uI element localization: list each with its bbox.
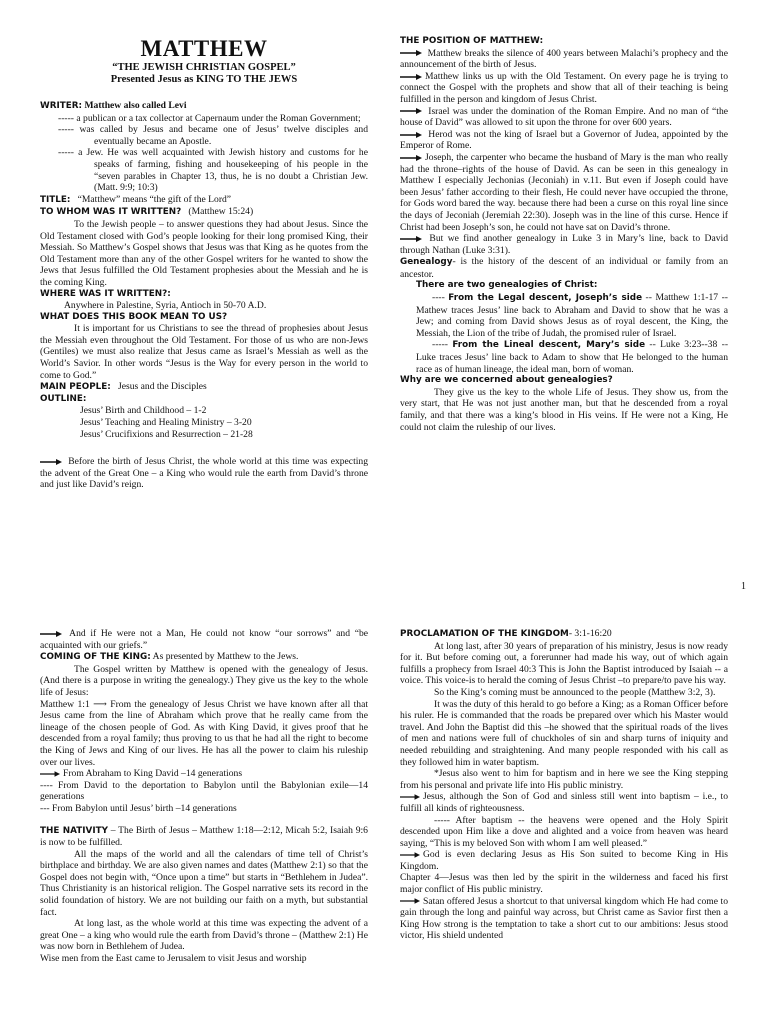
writer-label: WRITER: xyxy=(40,101,83,111)
proclamation-paragraph: God is even declaring Jesus as His Son suited to become King in His Kingdom. xyxy=(400,849,728,872)
why-paragraph: They give us the key to the whole Life of Jesus. They show us, from the very start, that He was not just another man, but that he descended from a royal family, and that there was a king’s blood in His veins. If He were not a King, He could not claim the ruleship of our lives. xyxy=(400,386,728,433)
nativity-paragraph: At long last, as the whole world at this time was expecting the advent of a great One – a king who would rule the earth from David’s throne – (Matthew 2:1) He was now born in Bethlehem of Judea. xyxy=(40,918,368,953)
proclamation-paragraph: At long last, after 30 years of preparation of his ministry, Jesus is now ready for it. But before coming out, a forerunner had made his way, out of which again fulfills a prophecy from Israel 40:3 This is John the Baptist introduced by Isaiah -- a voice. This voice-is to herald the coming of Jesus Christ –to prepare/to pave his way. xyxy=(400,640,728,687)
proclamation-paragraph: Satan offered Jesus a shortcut to that universal kingdom which He had come to gain through the long and painful way across, but Christ came as Savior first then a King How strong is the temptation to take a short cut to our ambitions: Jesus stood victor, His shield undented xyxy=(400,895,728,942)
writer-item: ----- was called by Jesus and became one of Jesus’ twelve disciples and eventually became an Apostle. xyxy=(58,124,368,147)
closing-paragraph: Before the birth of Jesus Christ, the whole world at this time was expecting the advent of the Great One – a King who would rule the earth from David’s throne and just like David’s reign. xyxy=(40,456,368,491)
two-genealogies-label: There are two genealogies of Christ: xyxy=(416,280,598,291)
why-label: Why are we concerned about genealogies? xyxy=(400,375,613,386)
column-3 xyxy=(40,628,368,965)
writer-line xyxy=(40,100,368,113)
legal-descent-label: From the Legal descent, Joseph’s side xyxy=(448,293,643,304)
arrow-icon xyxy=(400,129,422,141)
column-2 xyxy=(400,36,728,433)
generation-line: ---- From David to the deportation to Babylon until the Babylonian exile—14 generations xyxy=(40,779,368,803)
genealogy-definition: Genealogy- is the history of the descent of an individual or family from an ancestor. xyxy=(400,256,728,280)
matthew-1-1-paragraph: Matthew 1:1 ⟶ From the genealogy of Jesus Christ we have known after all that Jesus came from the line of Abraham which prove that he really came from the lineage of the chosen people of God. As with King David, it gives proof that he descended from a royal family; thus proving to us that he had all the right to become the King of Jews and King of our lives. He has all the power to claim his ruleship over our lives. xyxy=(40,698,368,768)
generation-line: --- From Babylon until Jesus’ birth –14 generations xyxy=(40,802,237,814)
coming-paragraph: The Gospel written by Matthew is opened with the genealogy of Jesus. (And there is a purpose in writing the genealogy.) They give us the key to the whole life of Jesus: xyxy=(40,663,368,698)
proclamation-paragraph: *Jesus also went to him for baptism and in here we see the King stepping from his personal and private life into His public ministry. xyxy=(400,768,728,791)
arrow-icon xyxy=(40,768,60,780)
position-label: THE POSITION OF MATTHEW: xyxy=(400,36,544,46)
position-paragraph: But we find another genealogy in Luke 3 in Mary’s line, back to David through Nathan (Luke 3:31). xyxy=(400,233,728,256)
proclamation-paragraph: Jesus, although the Son of God and sinless still went into baptism – i.e., to fulfill all kinds of righteousness. xyxy=(400,791,728,814)
wise-men-paragraph: Wise men from the East came to Jerusalem to visit Jesus and worship xyxy=(40,953,307,965)
outline-label: OUTLINE: xyxy=(40,393,87,404)
proclamation-paragraph: Chapter 4—Jesus was then led by the spirit in the wilderness and faced his first major conflict of His public ministry. xyxy=(400,872,728,896)
title-label: TITLE: xyxy=(40,194,71,205)
where-label: WHERE WAS IT WRITTEN?: xyxy=(40,288,171,299)
people-label: MAIN PEOPLE: xyxy=(40,382,111,393)
position-paragraph: Matthew links us up with the Old Testament. On every page he is trying to connect the Gospel with the prophets and show that all of their teaching is being fulfilled in the person and kingdom of Jesus Christ. xyxy=(400,70,728,105)
writer-item: ----- a Jew. He was well acquainted with Jewish history and customs for he speaks of farming, fishing and housekeeping of his people in the “seven parables in Chapter 13, thus, he is no doubt a Christian Jew. (Matt. 9:9; 10:3) xyxy=(58,147,368,194)
proclamation-label: PROCLAMATION OF THE KINGDOM xyxy=(400,629,569,639)
coming-label: COMING OF THE KING: xyxy=(40,652,151,663)
coming-line: COMING OF THE KING: As presented by Matthew to the Jews. xyxy=(40,651,299,663)
outline-item: Jesus’ Teaching and Healing Ministry – 3-20 xyxy=(80,417,252,429)
nativity-label: THE NATIVITY xyxy=(40,825,109,836)
nativity-line: THE NATIVITY – The Birth of Jesus – Matthew 1:18—2:12, Micah 5:2, Isaiah 9:6 is now to be fulfilled. xyxy=(40,824,368,849)
to-whom-paragraph: To the Jewish people – to answer questions they had about Jesus. Since the Old Testament closed with God’s people looking for their long promised King, their Messiah. So Matthew’s Gospel shows that Jesus was that King as he quotes from the Old Testament more than any of the other Gospel writers for he wanted to show the Jews that Jesus fulfilled the Old Testament prophesies about the Messiah and he is the coming King. xyxy=(40,218,368,288)
column-1 xyxy=(40,36,368,491)
writer-text: Matthew also called Levi xyxy=(84,100,187,111)
arrow-icon xyxy=(400,48,422,60)
subtitle-2: Presented Jesus as KING TO THE JEWS xyxy=(110,74,298,85)
open-paragraph: And if He were not a Man, He could not know “our sorrows” and “be acquainted with our griefs.” xyxy=(40,628,369,651)
arrow-icon xyxy=(400,896,420,908)
to-whom-label: TO WHOM WAS IT WRITTEN? xyxy=(40,207,182,218)
arrow-icon xyxy=(400,849,420,861)
proclamation-paragraph: ----- After baptism -- the heavens were opened and the Holy Spirit descended upon Him like a dove and alighted and a voice from heaven was heard saying, “This is my beloved Son with whom I am well pleased.” xyxy=(400,814,728,849)
arrow-icon xyxy=(400,152,422,164)
arrow-icon xyxy=(400,791,420,803)
title-line xyxy=(40,194,368,207)
position-paragraph: Matthew breaks the silence of 400 years between Malachi’s prophecy and the announcement of the birth of Jesus. xyxy=(400,47,728,71)
lineal-descent-label: From the Lineal descent, Mary’s side xyxy=(452,340,646,351)
subtitle-1: “THE JEWISH CHRISTIAN GOSPEL” xyxy=(112,62,296,73)
lineal-descent: ----- From the Lineal descent, Mary’s side -- Luke 3:23--38 -- Luke traces Jesus’ line back to Adam to show that He belonged to the human race as of human lineage, the ideal man, born of woman. xyxy=(416,339,729,375)
title-text: “Matthew” means “the gift of the Lord” xyxy=(77,193,232,205)
column-4 xyxy=(400,628,728,942)
arrow-icon xyxy=(400,71,422,83)
position-paragraph: Herod was not the king of Israel but a Governor of Judea, appointed by the Emperor of Rome. xyxy=(400,128,728,152)
legal-descent: ---- From the Legal descent, Joseph’s side -- Matthew 1:1-17 -- Mathew traces Jesus’ line back to Abraham and David to show that he was a Jew; and coming from David shows Jesus as of royal descent, the King, the Messiah, the Lion of the tribe of Judah, the promised ruler of Israel. xyxy=(416,292,728,339)
to-whom-ref: (Matthew 15:24) xyxy=(188,206,254,218)
proclamation-paragraph: It was the duty of this herald to go before a King; as a Roman Officer before his ruler. He is commanded that the roads be prepared over which his Master would travel. And John the Baptist did this –he showed that the spiritual roads of the lives of men and nations were full of chuckholes of sin and sharp turns of iniquity and needed rebuilding and straightening. And many people responded with his call as they followed him in water baptism. xyxy=(400,698,728,768)
outline-item: Jesus’ Birth and Childhood – 1-2 xyxy=(80,405,207,417)
arrow-icon xyxy=(400,233,422,245)
page-title: MATTHEW xyxy=(140,36,268,61)
to-whom-line xyxy=(40,206,368,219)
people-line xyxy=(40,381,368,394)
nativity-paragraph: All the maps of the world and all the calendars of time tell of Christ’s birthplace and birthday. We are also given names and dates (Matthew 2:1) so that the Gospel does not begin with, “Once upon a time” but starts in “Bethlehem in Judea”. Thus Christianity is an historical religion. The Gospel narrative sets its record in the solid foundation of history. We are not building our faith on a myth, but substantial fact. xyxy=(40,848,368,918)
arrow-icon xyxy=(40,456,62,468)
genealogy-label: Genealogy xyxy=(400,257,453,268)
meaning-label: WHAT DOES THIS BOOK MEAN TO US? xyxy=(40,311,228,322)
generation-line: From Abraham to King David –14 generations xyxy=(40,768,368,780)
arrow-icon xyxy=(400,106,422,118)
page-number: 1 xyxy=(741,581,746,592)
people-text: Jesus and the Disciples xyxy=(117,381,207,393)
proclamation-paragraph: So the King’s coming must be announced to the people (Matthew 3:2, 3). xyxy=(434,686,716,698)
position-paragraph: Joseph, the carpenter who became the husband of Mary is the man who really had the throne–rights of the house of David. As can be seen in this genealogy in Matthew I especially Jechonias (Jeconiah) in v.11. But even if Joseph could have been Jesus’ father according to their flesh, He could never have occupied the throne, for Gods word bared the way. because there had been a curse on this royal line since the days of Jeconiah (Jeremiah 22:30). Joseph was in the line of this curse. Hence if Christ had been Joseph’s son, he could not have sat on David’s throne. xyxy=(400,151,728,233)
where-text: Anywhere in Palestine, Syria, Antioch in 50-70 A.D. xyxy=(64,300,267,312)
proclamation-line: PROCLAMATION OF THE KINGDOM- 3:1-16:20 xyxy=(400,628,612,639)
outline-item: Jesus’ Crucifixions and Resurrection – 21-28 xyxy=(80,428,253,440)
meaning-paragraph: It is important for us Christians to see the thread of prophesies about Jesus the Messiah even throughout the Old Testament. For those of us who are non-Jews (Gentiles) we must also realize that Jesus came as Israel’s Messiah as well as the World’s Savior. In other words “Jesus is the Way for every person in the world to come to God.” xyxy=(40,323,368,381)
writer-item: ----- a publican or a tax collector at Capernaum under the Roman Government; xyxy=(58,112,361,124)
position-paragraph: Israel was under the domination of the Roman Empire. And no man of “the house of David” was allowed to sit upon the throne for over 600 years. xyxy=(400,105,728,129)
arrow-icon xyxy=(40,628,62,640)
